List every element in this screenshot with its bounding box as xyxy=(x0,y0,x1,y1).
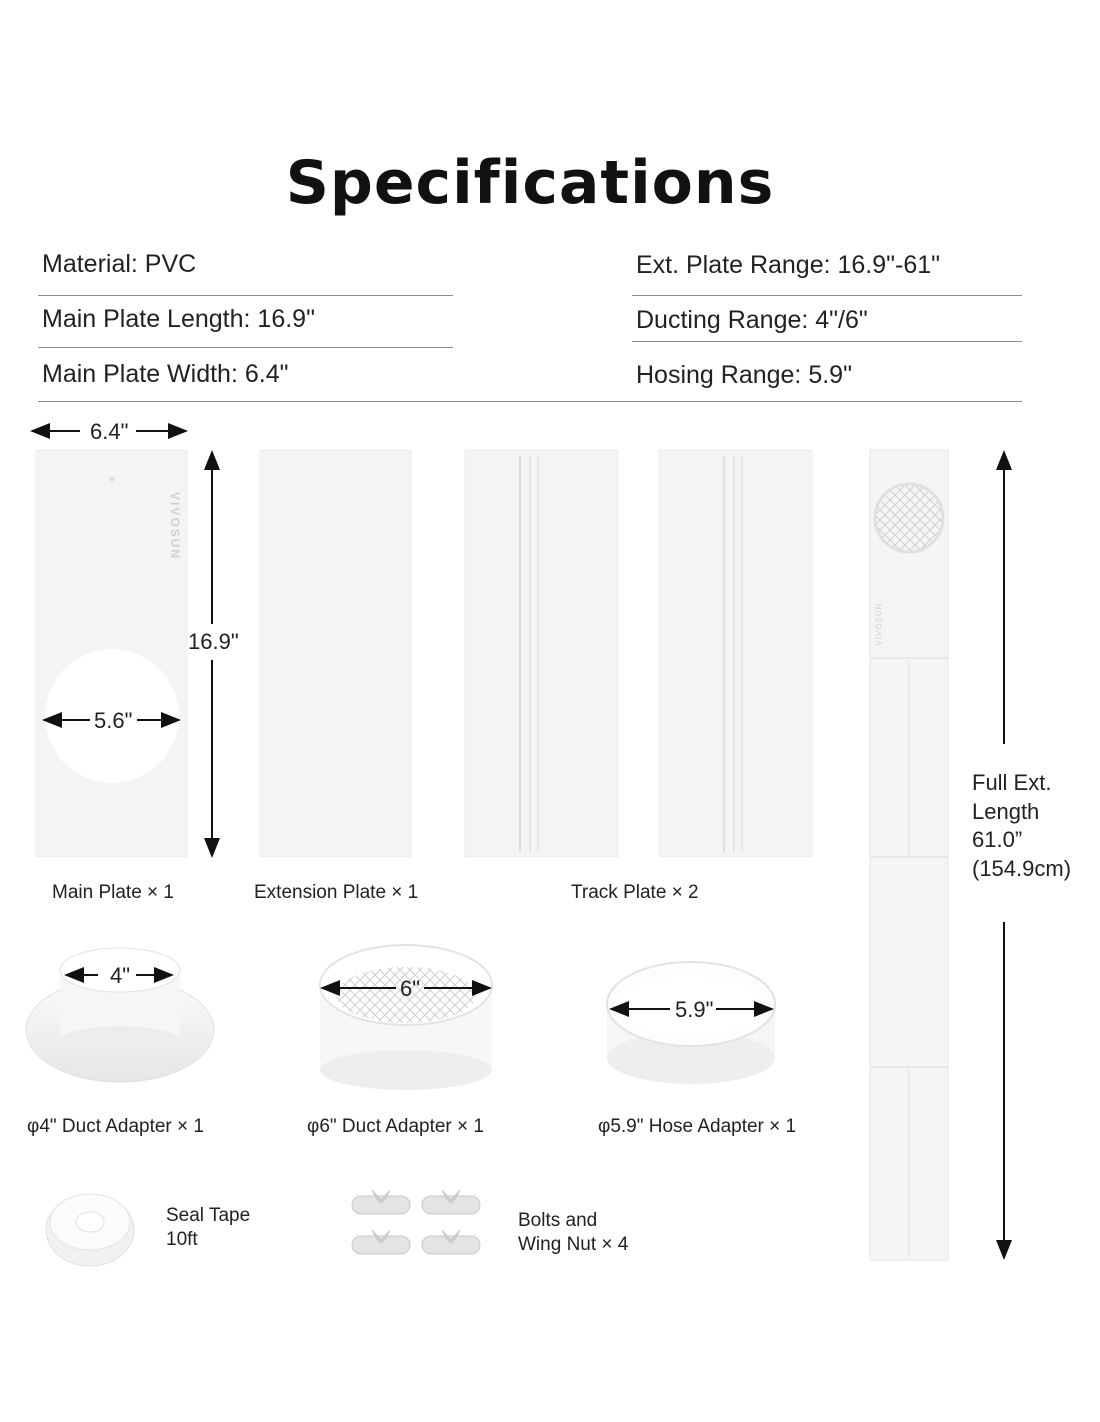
duct4-dimension-label: 4" xyxy=(110,963,131,988)
spec-material: Material: PVC xyxy=(42,250,197,278)
brand-logo: VIVOSUN xyxy=(168,492,182,561)
page-title: Specifications xyxy=(285,148,775,218)
seal-tape xyxy=(46,1194,134,1266)
caption-bolts: Bolts and Wing Nut × 4 xyxy=(518,1210,629,1255)
extension-plate xyxy=(260,450,411,857)
spec-ducting-range: Ducting Range: 4"/6" xyxy=(636,306,868,334)
hose-dimension-label: 5.9" xyxy=(675,997,714,1022)
caption-extension-plate: Extension Plate × 1 xyxy=(254,882,419,903)
spec-main-plate-width: Main Plate Width: 6.4" xyxy=(42,360,289,388)
track-plate xyxy=(465,450,618,857)
hole-diameter-label: 5.6" xyxy=(94,708,133,733)
caption-duct4: φ4" Duct Adapter × 1 xyxy=(27,1116,204,1137)
caption-hose: φ5.9" Hose Adapter × 1 xyxy=(598,1116,797,1137)
bolts-and-wing-nuts xyxy=(352,1190,480,1254)
caption-seal-tape: Seal Tape 10ft xyxy=(166,1205,251,1250)
brand-logo: VIVOSUN xyxy=(874,602,884,646)
main-length-label: 16.9" xyxy=(188,629,239,654)
main-plate xyxy=(36,450,187,857)
track-plate xyxy=(659,450,812,857)
full-ext-label: Full Ext. Length 61.0” (154.9cm) xyxy=(972,770,1072,881)
assembled-window-kit xyxy=(870,450,948,1260)
caption-main-plate: Main Plate × 1 xyxy=(52,882,174,903)
spec-hosing-range: Hosing Range: 5.9" xyxy=(636,361,852,389)
hose-adapter xyxy=(607,962,775,1084)
caption-track-plate: Track Plate × 2 xyxy=(571,882,699,903)
duct6-dimension-label: 6" xyxy=(400,976,421,1001)
main-width-label: 6.4" xyxy=(90,419,129,444)
spec-ext-plate-range: Ext. Plate Range: 16.9"-61" xyxy=(636,251,941,279)
duct-adapter-6in xyxy=(320,945,492,1090)
caption-duct6: φ6" Duct Adapter × 1 xyxy=(307,1116,484,1137)
spec-main-plate-length: Main Plate Length: 16.9" xyxy=(42,305,315,333)
